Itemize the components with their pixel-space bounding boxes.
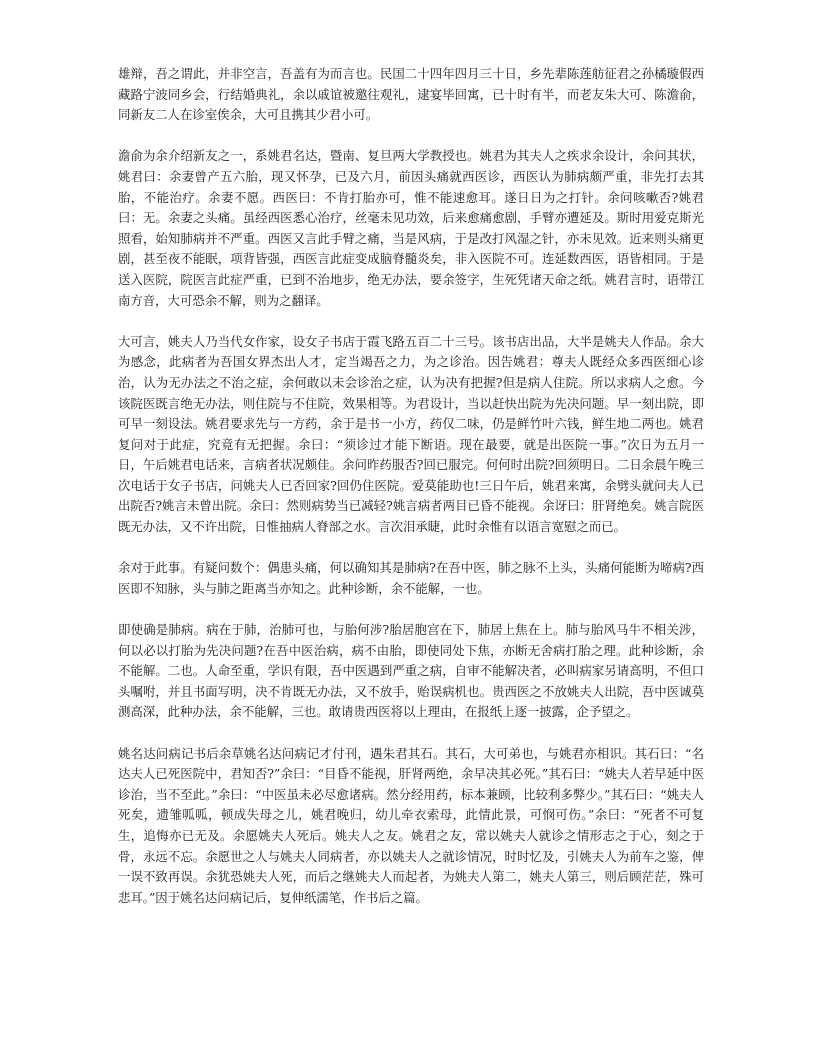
paragraph-consultation: 大可言，姚夫人乃当代女作家，设女子书店于霞飞路五百二十三号。该书店出品，大半是姚夫人作品。余大为感念，此病者为吾国女界杰出人才，定当竭吾之力，为之诊治。因告姚君：尊夫人既经众多西医细心诊治，认为无办法之不治之症，余何敢以未会诊治之症，认为决有把握?但是病人住院。所以求病人之愈。今该院医既言绝无办法，则住院与不住院，效果相等。为君设计，当以赶快出院为先决问题。早一刻出院，即可早一刻设法。姚君要求先与一方药，余于是书一小方，药仅二味，仍是鲜竹叶六钱，鲜生地二两也。姚君复问对于此症，究竟有无把握。余曰：“须诊过才能下断语。现在最要，就是出医院一事。”次日为五月一日，午后姚君电话来，言病者状况颇佳。余问昨药服否?回已服完。何何时出院?回须明日。二日余晨午晚三次电话于女子书店，问姚夫人已否回家?回仍住医院。爱莫能助也!三日午后，姚君来寓，余劈头就问夫人已出院否?姚言未曾出院。余曰：然则病势当已减轻?姚言病者两目已昏不能视。余讶曰：肝肾绝矣。姚言院医既无办法，又不许出院，日惟抽病人脊部之水。言次泪承睫，此时余惟有以语言宽慰之而已。 <box>118 333 704 535</box>
paragraph-questions-two-three: 即使确是肺病。病在于肺，治肺可也，与胎何涉?胎居胞宫在下，肺居上焦在上。肺与胎风马牛不相关涉，何以必以打胎为先决问题?在吾中医治病，病不由胎，即使同处下焦，亦断无舍病打胎之理。此种诊断，余不能解。二也。人命至重，学识有限，吾中医遇到严重之病，自审不能解决者，必叫病家另请高明，不但口头嘱咐，并且书面写明，决不肯既无办法，又不放手，贻误病机也。贵西医之不放姚夫人出院，吾中医诚莫测高深，此种办法，余不能解，三也。敢请贵西医将以上理由，在报纸上逐一披露，企予望之。 <box>118 622 704 720</box>
paragraph-wedding: 雄辩，吾之谓此，并非空言，吾盖有为而言也。民国二十四年四月三十日，乡先辈陈莲舫征君之孙橘璇假西藏路宁波同乡会，行结婚典礼，余以戚谊被邀往观礼，逮宴毕回寓，已十时有半，而老友朱大可、陈澹俞，同新友二人在诊室俟余，大可且携其少君小可。 <box>118 66 704 123</box>
paragraph-case-history: 澹俞为余介绍新友之一，系姚君名达，暨南、复旦两大学教授也。姚君为其夫人之疾求余设计，余问其状，姚君曰：余妻曾产五六胎，现又怀孕，已及六月，前因头痛就西医诊，西医认为肺病颇严重，非先打去其胎，不能治疗。余妻不愿。西医曰：不肯打胎亦可，惟不能速愈耳。遂日日为之打针。余问咳嗽否?姚君曰：无。余妻之头痛。虽经西医悉心治疗，丝毫未见功效，后来愈痛愈剧，手臂亦遭延及。斯时用爱克斯光照看，始知肺病并不严重。西医又言此手臂之痛，当是风病，于是改打风湿之针，亦未见效。近来则头痛更剧，甚至夜不能眠，项背皆强，西医言此症变成脑脊髓炎矣，非入医院不可。连延数西医，语皆相同。于是送入医院，院医言此症严重，已到不治地步，绝无办法，要余签字，生死凭诸天命之纸。姚君言时，语带江南方音，大可恐余不解，则为之翻译。 <box>118 148 704 308</box>
paragraph-postscript: 姚名达问病记书后余草姚名达问病记才付刊，遇朱君其石。其石，大可弟也，与姚君亦相识。其石曰：“名达夫人已死医院中，君知否?”余曰：“目昏不能视，肝肾两绝，余早决其必死。”其石曰：“姚夫人若早延中医诊治，当不至此。”余曰：“中医虽未必尽愈诸病。然分经用药，标本兼顾，比较利多弊少。”其石曰：“姚夫人死矣，遗雏呱呱，顿成失母之儿，姚君晚归，幼儿牵衣索母，此情此景，可悯可伤。”余曰：“死者不可复生，追悔亦已无及。余愿姚夫人死后。姚夫人之友。姚君之友，常以姚夫人就诊之情形志之于心，刻之于骨，永远不忘。余愿世之人与姚夫人同病者，亦以姚夫人之就诊情况，时时忆及，引姚夫人为前车之鉴，俾一误不致再误。余犹恐姚夫人死，而后之继姚夫人而起者，为姚夫人第二，姚夫人第三，则后顾茫茫，殊可悲耳。”因于姚名达问病记后，复伸纸濡笔，作书后之篇。 <box>118 745 704 905</box>
paragraph-question-one: 余对于此事。有疑问数个：偶患头痛，何以确知其是肺病?在吾中医，肺之脉不上头，头痛何能断为啼病?西医即不知脉，头与肺之距离当亦知之。此种诊断，余不能解，一也。 <box>118 560 704 596</box>
document-page <box>118 64 704 929</box>
